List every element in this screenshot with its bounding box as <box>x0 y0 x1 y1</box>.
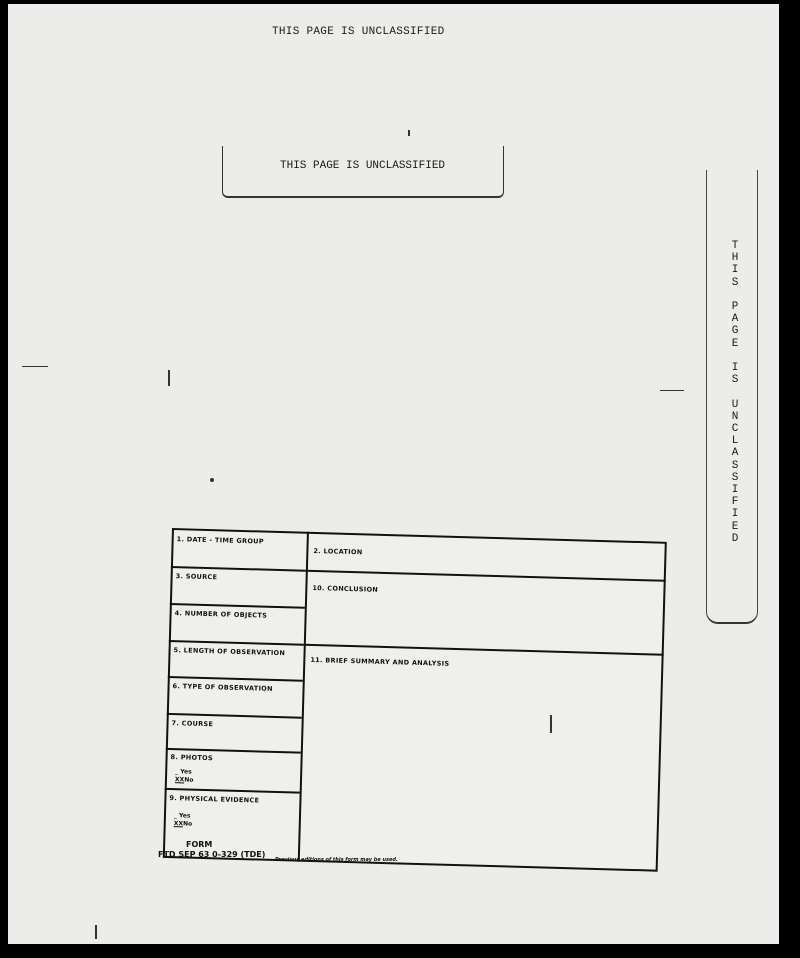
side-letter: N <box>731 410 739 423</box>
classification-stamp-frame <box>222 146 504 198</box>
side-letter: T <box>731 240 739 252</box>
side-letter: A <box>731 313 739 326</box>
side-letter: F <box>731 496 739 509</box>
form-word: FORM <box>186 840 213 849</box>
side-letter: S <box>731 471 739 484</box>
photos-no-label: No <box>184 776 194 784</box>
side-letter: G <box>731 325 739 338</box>
side-letter: S <box>731 459 739 472</box>
side-classification-label <box>728 240 742 545</box>
conclusion-label: 10. CONCLUSION <box>312 583 379 594</box>
number-of-objects-label: 4. NUMBER OF OBJECTS <box>174 609 268 620</box>
physical-no-label: No <box>182 820 193 828</box>
course-label: 7. COURSE <box>171 719 214 729</box>
side-letter: D <box>731 532 739 545</box>
side-letter: I <box>731 508 739 521</box>
location-label: 2. LOCATION <box>313 546 363 557</box>
source-label: 3. SOURCE <box>175 572 218 582</box>
type-of-observation-label: 6. TYPE OF OBSERVATION <box>172 682 273 693</box>
side-letter: P <box>731 301 739 314</box>
scan-speck <box>660 390 684 391</box>
scan-speck <box>168 370 170 386</box>
physical-evidence-options: _ Yes XXNo <box>173 812 193 828</box>
side-letter: L <box>731 435 739 448</box>
side-letter: C <box>731 423 739 436</box>
side-letter: H <box>731 252 739 265</box>
scan-speck <box>408 130 410 136</box>
photos-no-mark: XX <box>174 776 185 784</box>
ftd-form <box>163 528 667 872</box>
side-letter: S <box>731 276 739 289</box>
scan-speck <box>95 925 97 939</box>
photos-yes-label: Yes <box>180 768 192 776</box>
side-letter: E <box>731 520 739 533</box>
classification-stamp-label: THIS PAGE IS UNCLASSIFIED <box>280 160 446 172</box>
scan-speck <box>550 715 552 733</box>
physical-no-mark: XX <box>173 820 184 828</box>
physical-evidence-label: 9. PHYSICAL EVIDENCE <box>169 794 260 805</box>
photos-label: 8. PHOTOS <box>170 753 214 763</box>
side-letter: A <box>731 447 739 460</box>
side-letter: I <box>731 362 739 375</box>
side-letter: I <box>731 264 739 277</box>
top-classification-label: THIS PAGE IS UNCLASSIFIED <box>272 26 445 38</box>
form-footnote: Previous editions of this form may be used. <box>275 857 398 863</box>
side-letter: I <box>731 484 739 497</box>
side-letter: S <box>731 374 739 387</box>
photos-options: _ Yes XXNo <box>174 768 194 784</box>
length-of-observation-label: 5. LENGTH OF OBSERVATION <box>173 646 286 658</box>
form-border <box>163 528 667 872</box>
scan-speck <box>22 366 48 367</box>
form-footer <box>158 840 265 860</box>
form-id: FTD SEP 63 0-329 (TDE) <box>158 850 266 859</box>
side-letter: U <box>731 398 739 411</box>
side-letter <box>728 289 742 301</box>
brief-summary-label: 11. BRIEF SUMMARY AND ANALYSIS <box>310 655 450 668</box>
date-time-group-label: 1. DATE - TIME GROUP <box>176 535 264 546</box>
side-letter <box>728 386 742 398</box>
side-letter <box>728 350 742 362</box>
scan-speck <box>210 478 214 482</box>
side-letter: E <box>731 337 739 350</box>
physical-yes-label: Yes <box>178 812 191 820</box>
